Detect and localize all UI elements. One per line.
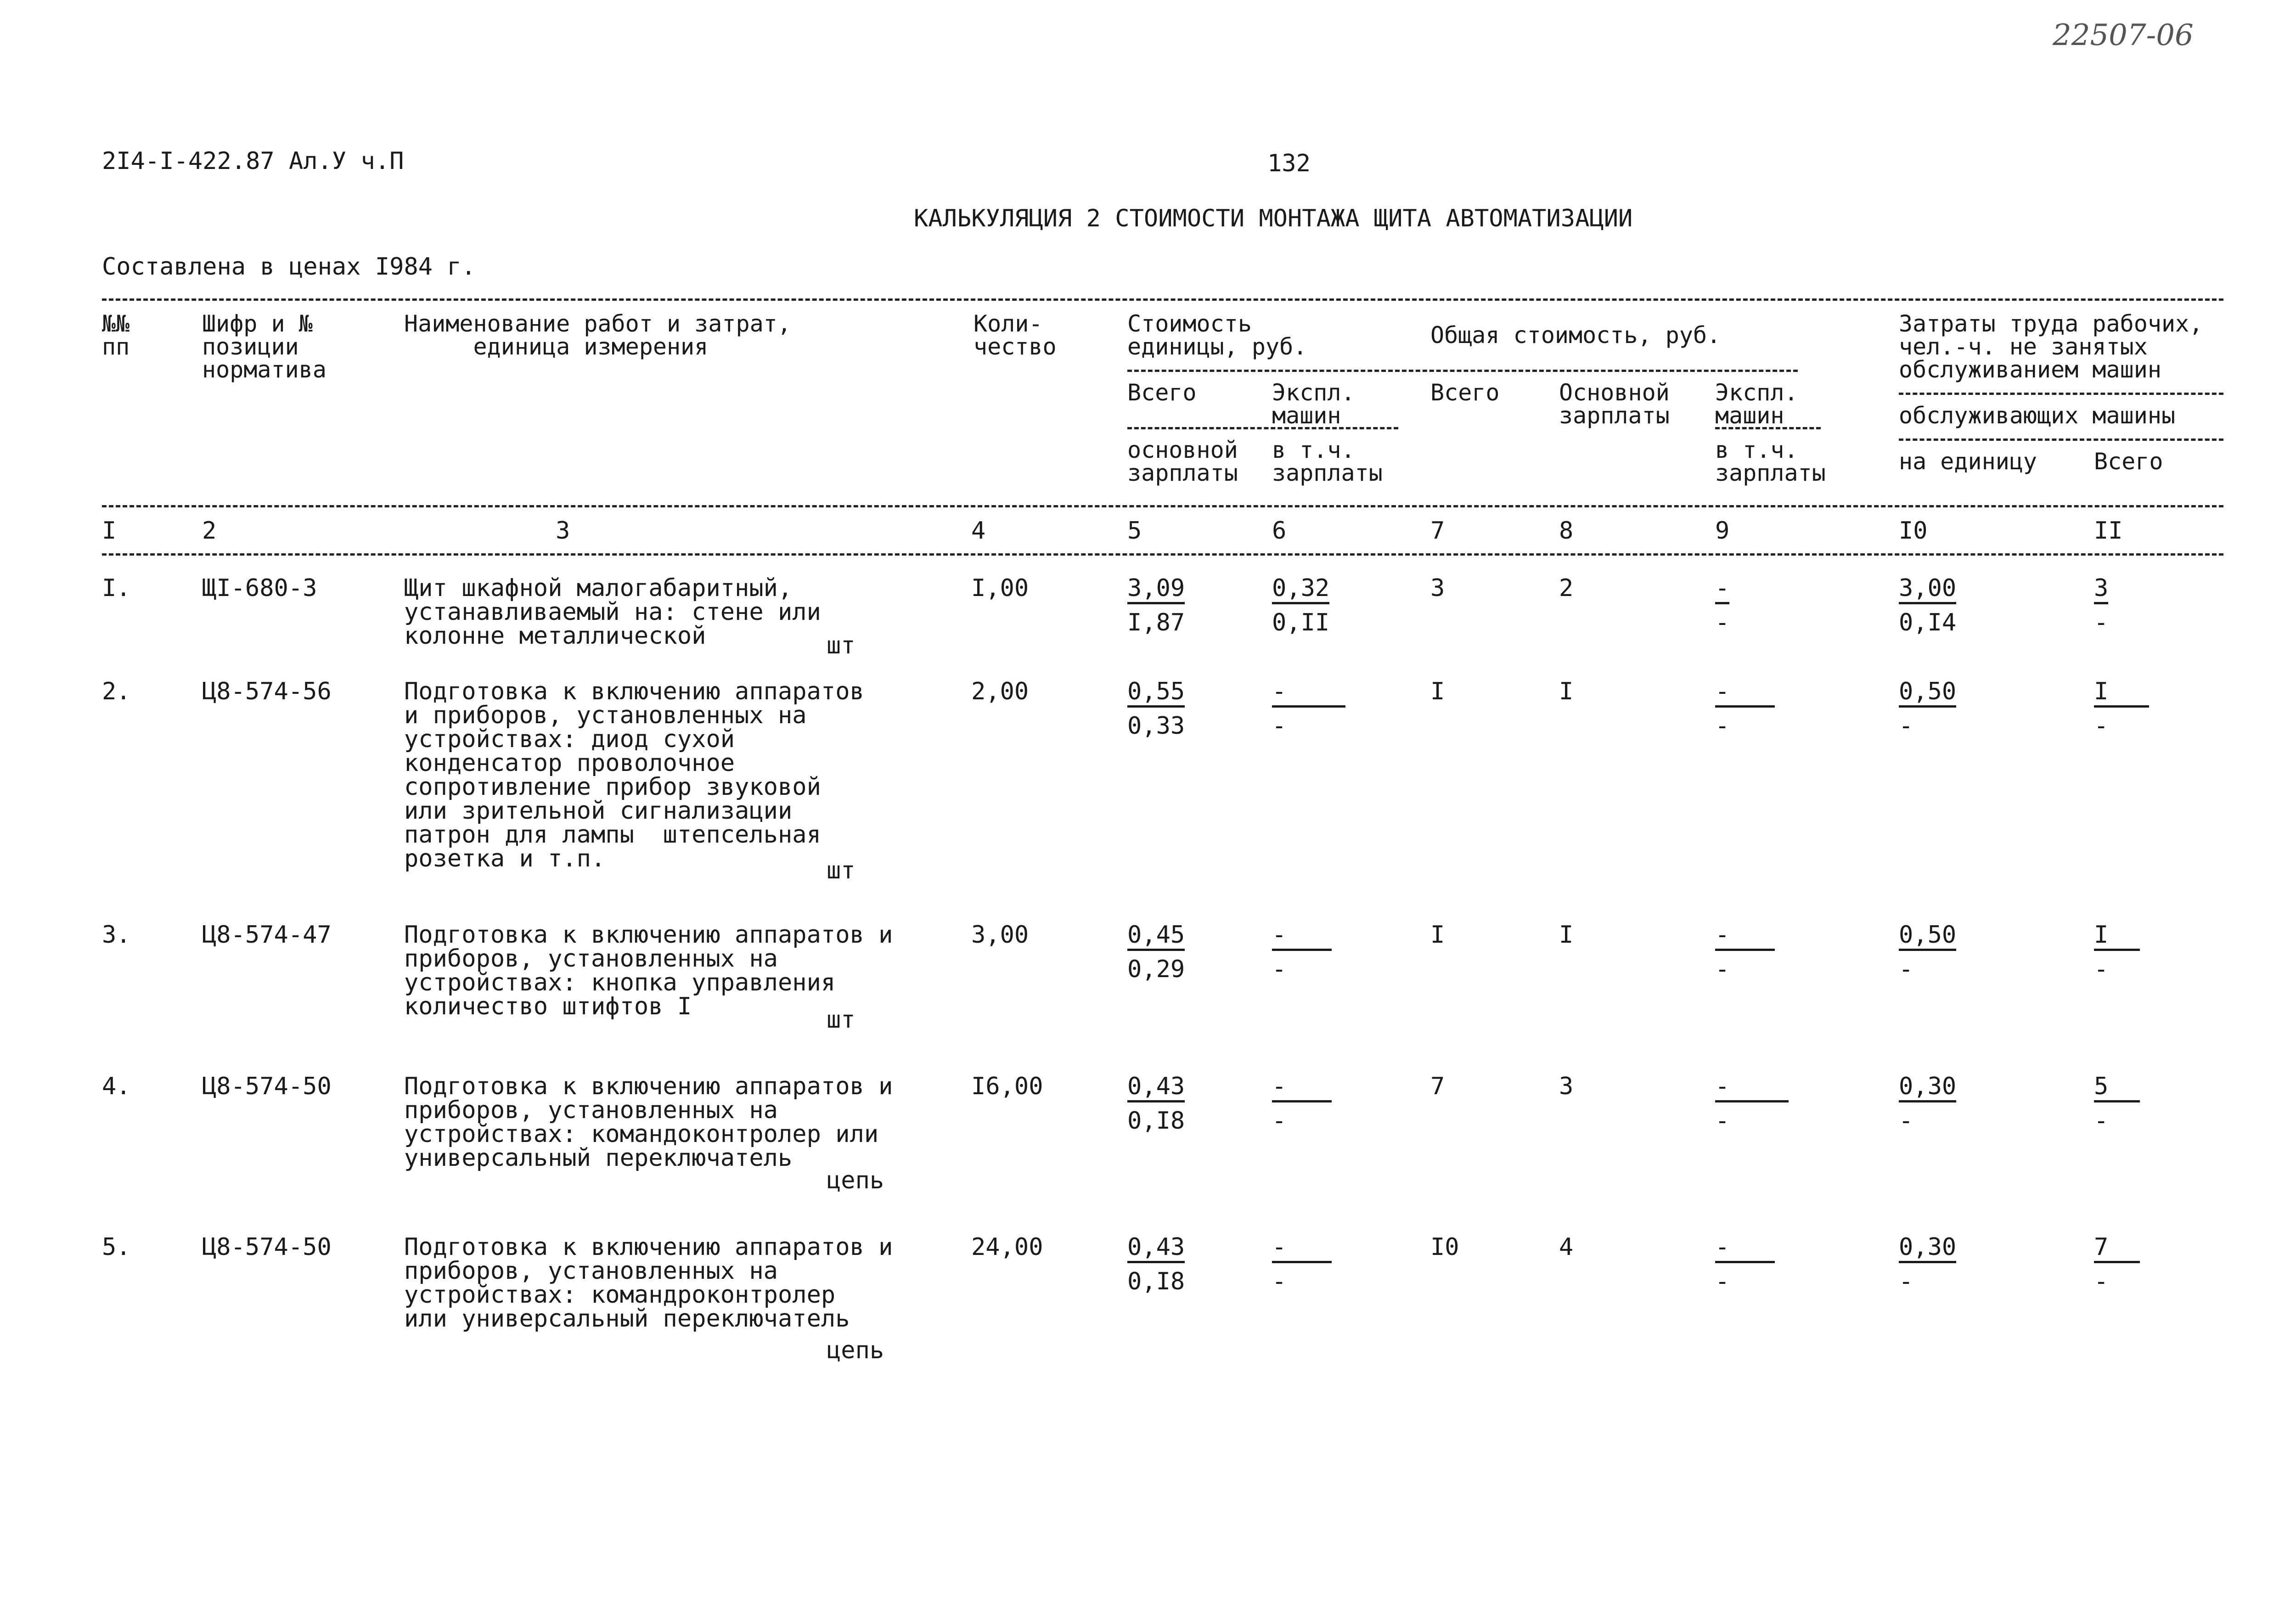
document-code: 2I4-I-422.87 Ал.У ч.П: [102, 147, 404, 175]
row-unit: цепь: [827, 1167, 884, 1194]
header-col6: Экспл. машин: [1272, 379, 1355, 429]
col-numbers-rule: [102, 553, 2223, 556]
header-col7: Всего: [1430, 379, 1500, 406]
header-num: №№ пп: [102, 310, 130, 360]
row-qty: I,00: [971, 574, 1029, 602]
header-col11: Всего: [2094, 448, 2163, 475]
col-number: 2: [202, 517, 217, 545]
row-name: Подготовка к включению аппаратов и приборов, установленных на устройствах: командоконтролер или универсальный переключатель: [404, 1073, 893, 1172]
row-name: Щит шкафной малогабаритный, устанавливаемый на: стене или колонне металлической: [404, 574, 821, 650]
unit-cost-fraction: [1127, 923, 1185, 981]
labor-unit-fraction: [1899, 923, 1956, 981]
labor-unit-mach: -: [1899, 956, 1913, 983]
col-number: 8: [1559, 517, 1574, 545]
labor-total: 7: [2094, 1235, 2140, 1263]
row-number: 3.: [102, 921, 131, 949]
labor-total-mach: -: [2094, 712, 2109, 740]
header-col10: на единицу: [1899, 448, 2037, 475]
labor-total-fraction: [2094, 680, 2149, 738]
total-mach-salary: -: [1715, 1107, 1730, 1135]
labor-total: 3: [2094, 576, 2108, 604]
labor-total: 5: [2094, 1074, 2140, 1102]
unit-cost-total: 0,43: [1127, 1074, 1185, 1102]
total-mach-salary: -: [1715, 609, 1730, 636]
unit-mach-fraction: [1272, 576, 1329, 635]
row-name: Подготовка к включению аппаратов и приборов, установленных на устройствах: диод сухой конденсатор проволочное сопротивление прибор звуковой или зрительной сигнализации патрон для лампы штепсельная розетка и т.п.: [404, 678, 864, 872]
total-mach-cost: -: [1715, 923, 1775, 951]
unit-cost-fraction: [1127, 576, 1185, 635]
row-number: 4.: [102, 1073, 131, 1100]
row-name: Подготовка к включению аппаратов и приборов, установленных на устройствах: командроконтролер или универсальный переключатель: [404, 1233, 893, 1333]
total-mach-fraction: [1715, 680, 1775, 738]
total-mach-fraction: [1715, 923, 1775, 981]
header-col5-sub: основной зарплаты: [1127, 437, 1238, 486]
row-qty: 3,00: [971, 921, 1029, 949]
total-mach-cost: -: [1715, 1074, 1789, 1102]
header-qty: Коли- чество: [974, 310, 1057, 360]
unit-cost-total: 3,09: [1127, 576, 1185, 604]
row-number: 5.: [102, 1233, 131, 1261]
unit-cost-fraction: [1127, 1074, 1185, 1133]
labor-total-mach: -: [2094, 956, 2109, 983]
row-number: 2.: [102, 678, 131, 705]
labor-unit-mach: -: [1899, 712, 1913, 740]
header-col8: Основной зарплаты: [1559, 379, 1670, 429]
unit-mach-fraction: [1272, 923, 1332, 981]
unit-cost-salary: 0,33: [1127, 712, 1185, 740]
total-mach-salary: -: [1715, 712, 1730, 740]
header-unit-cost: Стоимость единицы, руб.: [1127, 310, 1307, 360]
labor-unit-fraction: [1899, 680, 1956, 738]
total-mach-cost: -: [1715, 1235, 1775, 1263]
unit-mach-cost: -: [1272, 1235, 1332, 1263]
row-unit: шт: [827, 632, 855, 659]
labor-total: I: [2094, 680, 2149, 708]
labor-unit-mach: 0,I4: [1899, 609, 1957, 636]
col-number: II: [2094, 517, 2123, 545]
unit-cost-sub-rule: [1127, 427, 1398, 429]
row-qty: I6,00: [971, 1073, 1043, 1100]
total-cost: 3: [1430, 574, 1445, 602]
row-name: Подготовка к включению аппаратов и приборов, установленных на устройствах: кнопка управления количество штифтов I: [404, 921, 893, 1020]
labor-unit-fraction: [1899, 1235, 1956, 1293]
row-code: Ц8-574-50: [202, 1073, 332, 1100]
total-salary: 2: [1559, 574, 1574, 602]
labor-total-fraction: [2094, 1074, 2140, 1133]
unit-cost-total: 0,55: [1127, 680, 1185, 708]
unit-cost-total: 0,43: [1127, 1235, 1185, 1263]
row-qty: 2,00: [971, 678, 1029, 705]
row-code: ЩI-680-3: [202, 574, 317, 602]
header-total-cost: Общая стоимость, руб.: [1430, 322, 1721, 349]
row-qty: 24,00: [971, 1233, 1043, 1261]
row-code: Ц8-574-56: [202, 678, 332, 705]
unit-mach-salary: -: [1272, 1268, 1287, 1295]
total-salary: I: [1559, 678, 1574, 705]
total-mach-fraction: [1715, 576, 1729, 635]
labor-unit: 0,50: [1899, 923, 1956, 951]
header-bottom-rule: [102, 505, 2223, 507]
labor-unit-fraction: [1899, 576, 1956, 635]
labor-unit-mach: -: [1899, 1268, 1913, 1295]
header-labor-sub: обслуживающих машины: [1899, 402, 2176, 429]
col-number: I: [102, 517, 117, 545]
unit-cost-salary: 0,I8: [1127, 1107, 1185, 1135]
unit-cost-salary: 0,29: [1127, 956, 1185, 983]
unit-mach-fraction: [1272, 1074, 1332, 1133]
unit-mach-cost: -: [1272, 923, 1332, 951]
unit-mach-cost: -: [1272, 1074, 1332, 1102]
total-cost: 7: [1430, 1073, 1445, 1100]
document-subtitle: Составлена в ценах I984 г.: [102, 253, 476, 281]
total-mach-fraction: [1715, 1074, 1789, 1133]
total-salary: 3: [1559, 1073, 1574, 1100]
unit-mach-salary: -: [1272, 956, 1287, 983]
row-number: I.: [102, 574, 131, 602]
total-salary: I: [1559, 921, 1574, 949]
total-cost: I0: [1430, 1233, 1459, 1261]
row-unit: цепь: [827, 1337, 884, 1364]
document-title: КАЛЬКУЛЯЦИЯ 2 СТОИМОСТИ МОНТАЖА ЩИТА АВТОМАТИЗАЦИИ: [914, 205, 1633, 232]
labor-unit: 3,00: [1899, 576, 1956, 604]
labor-unit-mach: -: [1899, 1107, 1913, 1135]
labor-subgroup-rule: [1899, 393, 2223, 395]
total-mach-cost: -: [1715, 680, 1775, 708]
unit-mach-cost: 0,32: [1272, 576, 1329, 604]
unit-mach-salary: -: [1272, 1107, 1287, 1135]
labor-unit-rule: [1899, 439, 2223, 441]
labor-unit: 0,30: [1899, 1074, 1956, 1102]
col-number: 5: [1127, 517, 1142, 545]
labor-total-mach: -: [2094, 609, 2109, 636]
col-number: 6: [1272, 517, 1287, 545]
page-number: 132: [1267, 150, 1311, 177]
unit-cost-fraction: [1127, 1235, 1185, 1293]
col-number: 4: [971, 517, 986, 545]
total-mach-salary: -: [1715, 1268, 1730, 1295]
labor-total-fraction: [2094, 576, 2108, 635]
row-unit: шт: [827, 1006, 855, 1034]
row-unit: шт: [827, 857, 855, 884]
header-col9: Экспл. машин: [1715, 379, 1798, 429]
header-code: Шифр и № позиции норматива: [202, 310, 326, 383]
row-code: Ц8-574-50: [202, 1233, 332, 1261]
unit-cost-salary: I,87: [1127, 609, 1185, 636]
unit-cost-fraction: [1127, 680, 1185, 738]
col-number: 7: [1430, 517, 1445, 545]
row-code: Ц8-574-47: [202, 921, 332, 949]
total-salary: 4: [1559, 1233, 1574, 1261]
header-subgroup-rule: [1127, 370, 1798, 372]
labor-total-fraction: [2094, 1235, 2140, 1293]
total-cost: I: [1430, 678, 1445, 705]
unit-cost-total: 0,45: [1127, 923, 1185, 951]
unit-mach-salary: 0,II: [1272, 609, 1330, 636]
labor-unit: 0,30: [1899, 1235, 1956, 1263]
col-number: 9: [1715, 517, 1730, 545]
labor-total-fraction: [2094, 923, 2140, 981]
unit-mach-fraction: [1272, 1235, 1332, 1293]
labor-unit-fraction: [1899, 1074, 1956, 1133]
col-number: 3: [556, 517, 570, 545]
labor-total: I: [2094, 923, 2140, 951]
unit-mach-fraction: [1272, 680, 1345, 738]
unit-mach-salary: -: [1272, 712, 1287, 740]
col-number: I0: [1899, 517, 1928, 545]
archive-stamp: 22507-06: [2053, 18, 2194, 52]
header-col9-sub: в т.ч. зарплаты: [1715, 437, 1826, 486]
labor-total-mach: -: [2094, 1107, 2109, 1135]
labor-unit: 0,50: [1899, 680, 1956, 708]
header-col5: Всего: [1127, 379, 1197, 406]
unit-cost-salary: 0,I8: [1127, 1268, 1185, 1295]
total-mach-salary: -: [1715, 956, 1730, 983]
header-labor: Затраты труда рабочих, чел.-ч. не занятых обслуживанием машин: [1899, 310, 2203, 383]
header-col6-sub: в т.ч. зарплаты: [1272, 437, 1383, 486]
total-mach-fraction: [1715, 1235, 1775, 1293]
table-top-rule: [102, 298, 2223, 301]
total-mach-cost: -: [1715, 576, 1729, 604]
header-name: Наименование работ и затрат, единица измерения: [404, 310, 791, 360]
labor-total-mach: -: [2094, 1268, 2109, 1295]
total-cost: I: [1430, 921, 1445, 949]
unit-mach-cost: -: [1272, 680, 1345, 708]
